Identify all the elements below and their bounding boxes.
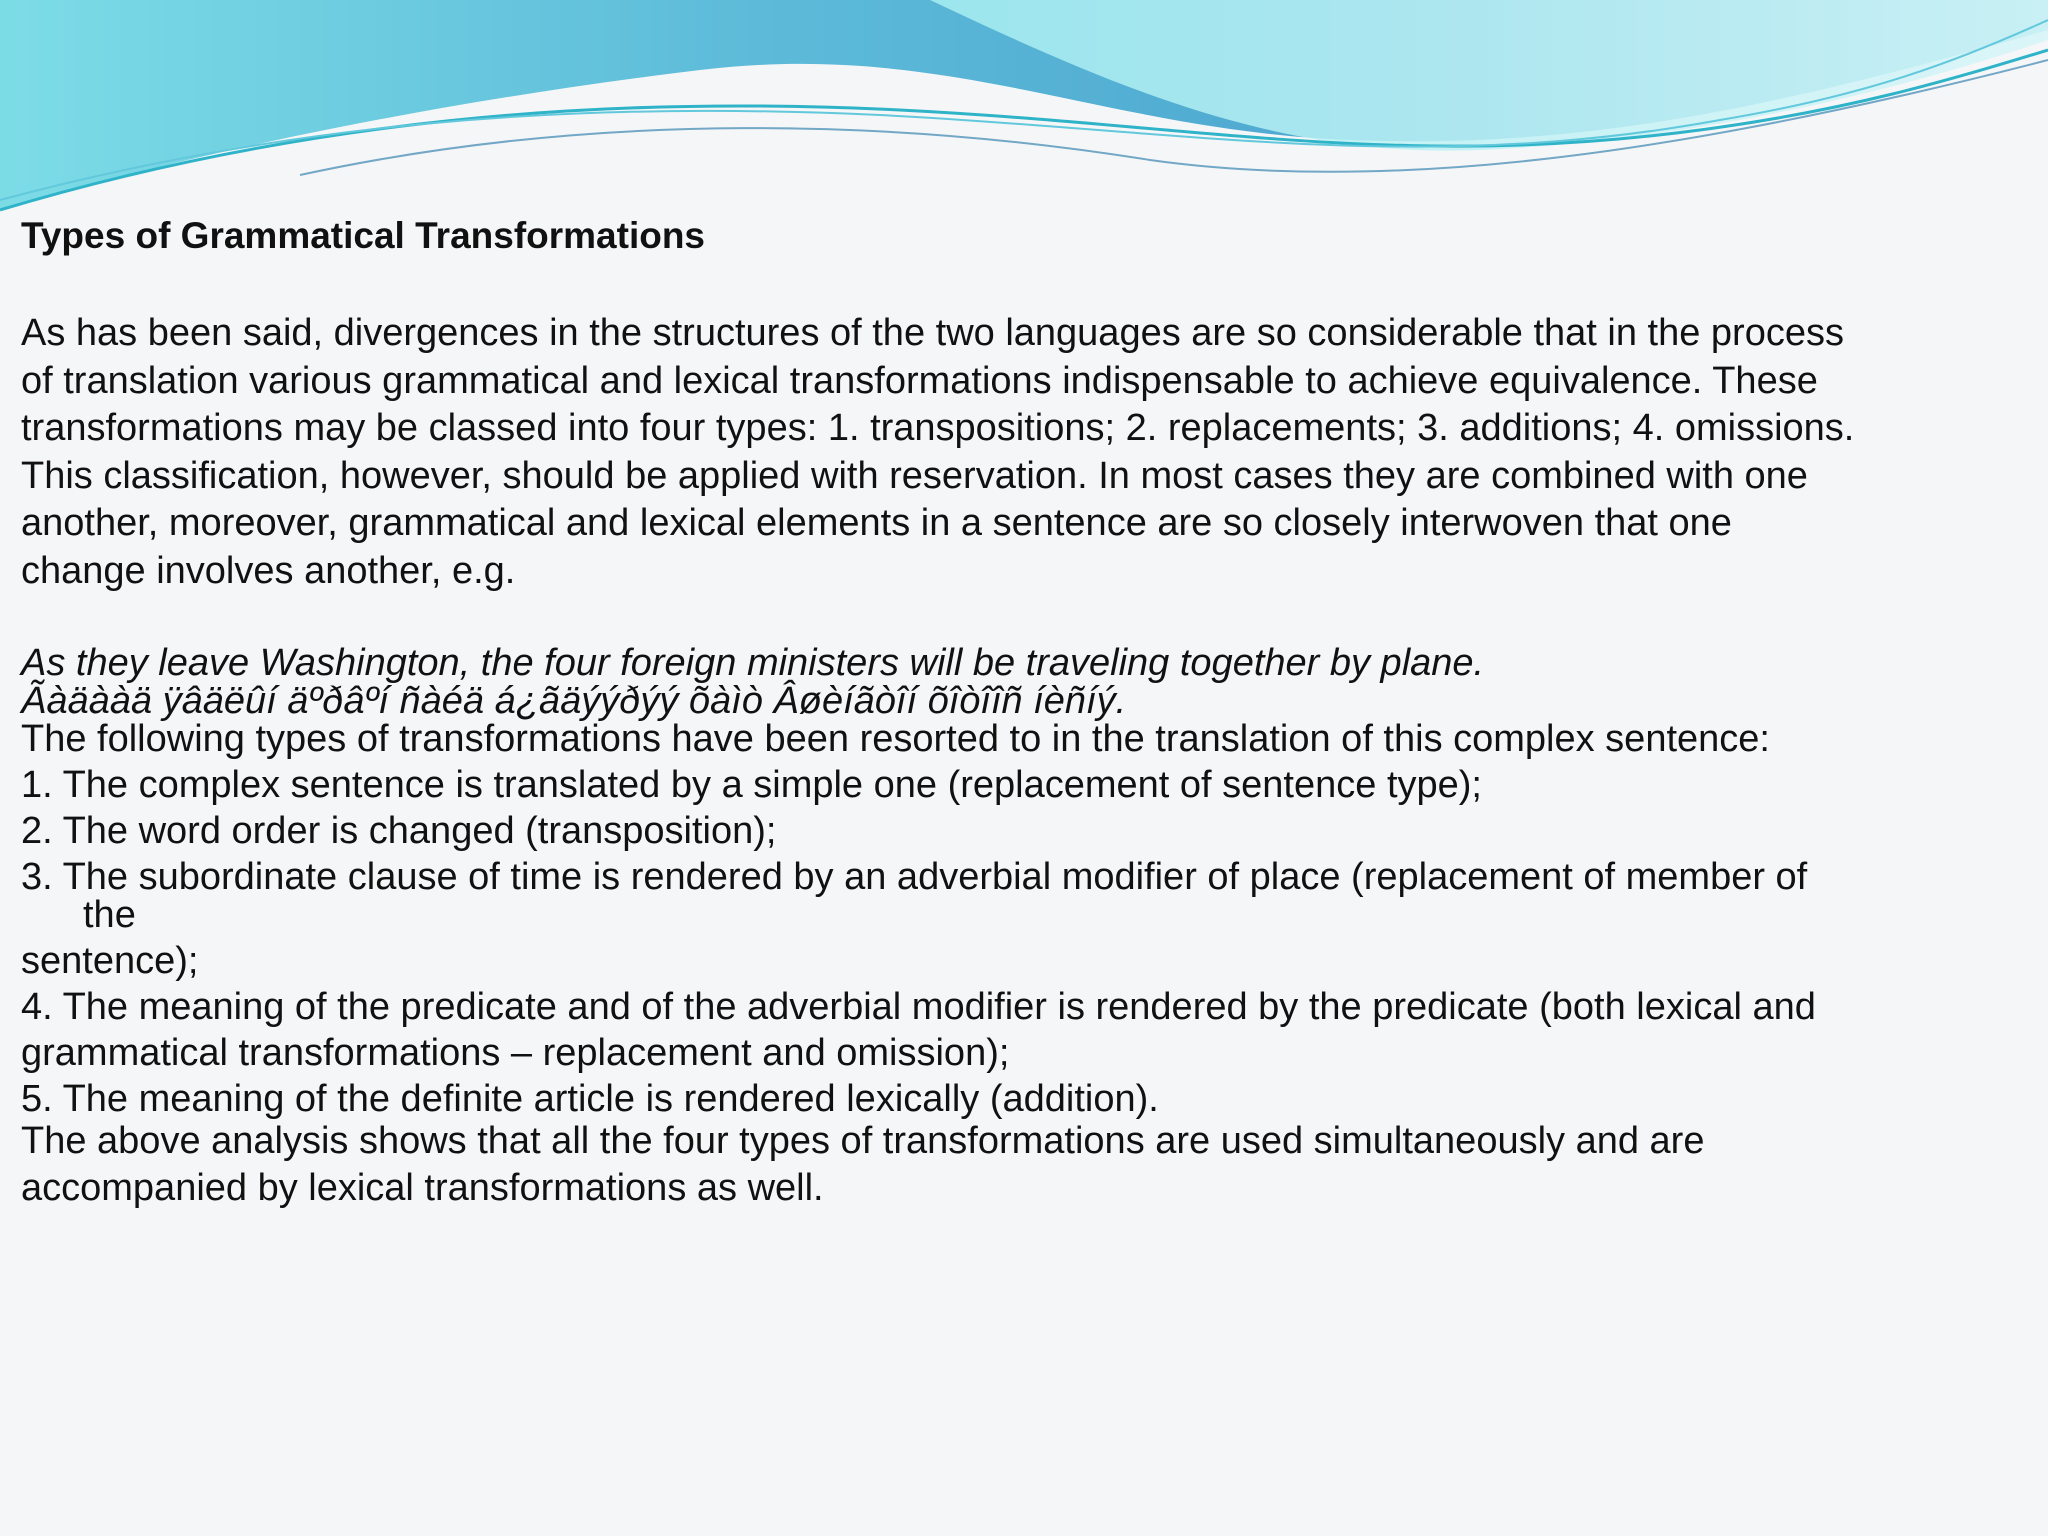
example-translated-sentence: Ãàäààä ÿâäëûí äºðâºí ñàéä á¿ãäýýðýý õàìò Âøèíãòîí õîòîîñ íèñíý.: [21, 679, 1127, 722]
list-item-3-continuation: sentence);: [21, 939, 199, 982]
intro-paragraph: As has been said, divergences in the structures of the two languages are so considerable that in the process of translation various grammatical and lexical transformations indispensable to achieve equivalence. These transformations may be classed into four types: 1. transpositions; 2. replacements; 3. additions; 4. omissions. This classification, however, should be applied with reservation. In most cases they are combined with one another, moreover, grammatical and lexical elements in a sentence are so closely interwoven that one change involves another, e.g.: [21, 312, 1855, 592]
slide-body: [21, 214, 1861, 1213]
conclusion-paragraph: The above analysis shows that all the four types of transformations are used simultaneously and are accompanied by lexical transformations as well.: [21, 1119, 1705, 1210]
list-item-4-continuation: grammatical transformations – replacement and omission);: [21, 1031, 1010, 1074]
analysis-intro-line: The following types of transformations have been resorted to in the translation of this complex sentence:: [21, 717, 1770, 760]
list-item-5: 5. The meaning of the definite article is rendered lexically (addition).: [21, 1077, 1159, 1120]
decorative-wave-banner: [0, 0, 2048, 230]
list-item-3: 3. The subordinate clause of time is rendered by an adverbial modifier of place (replacement of member of the: [21, 855, 1808, 936]
list-item-4: 4. The meaning of the predicate and of the adverbial modifier is rendered by the predicate (both lexical and: [21, 985, 1816, 1028]
list-item-1: 1. The complex sentence is translated by a simple one (replacement of sentence type);: [21, 763, 1482, 806]
example-english-sentence: As they leave Washington, the four foreign ministers will be traveling together by plane.: [21, 641, 1485, 684]
list-item-2: 2. The word order is changed (transposition);: [21, 809, 777, 852]
slide-title: Types of Grammatical Transformations: [21, 215, 706, 256]
